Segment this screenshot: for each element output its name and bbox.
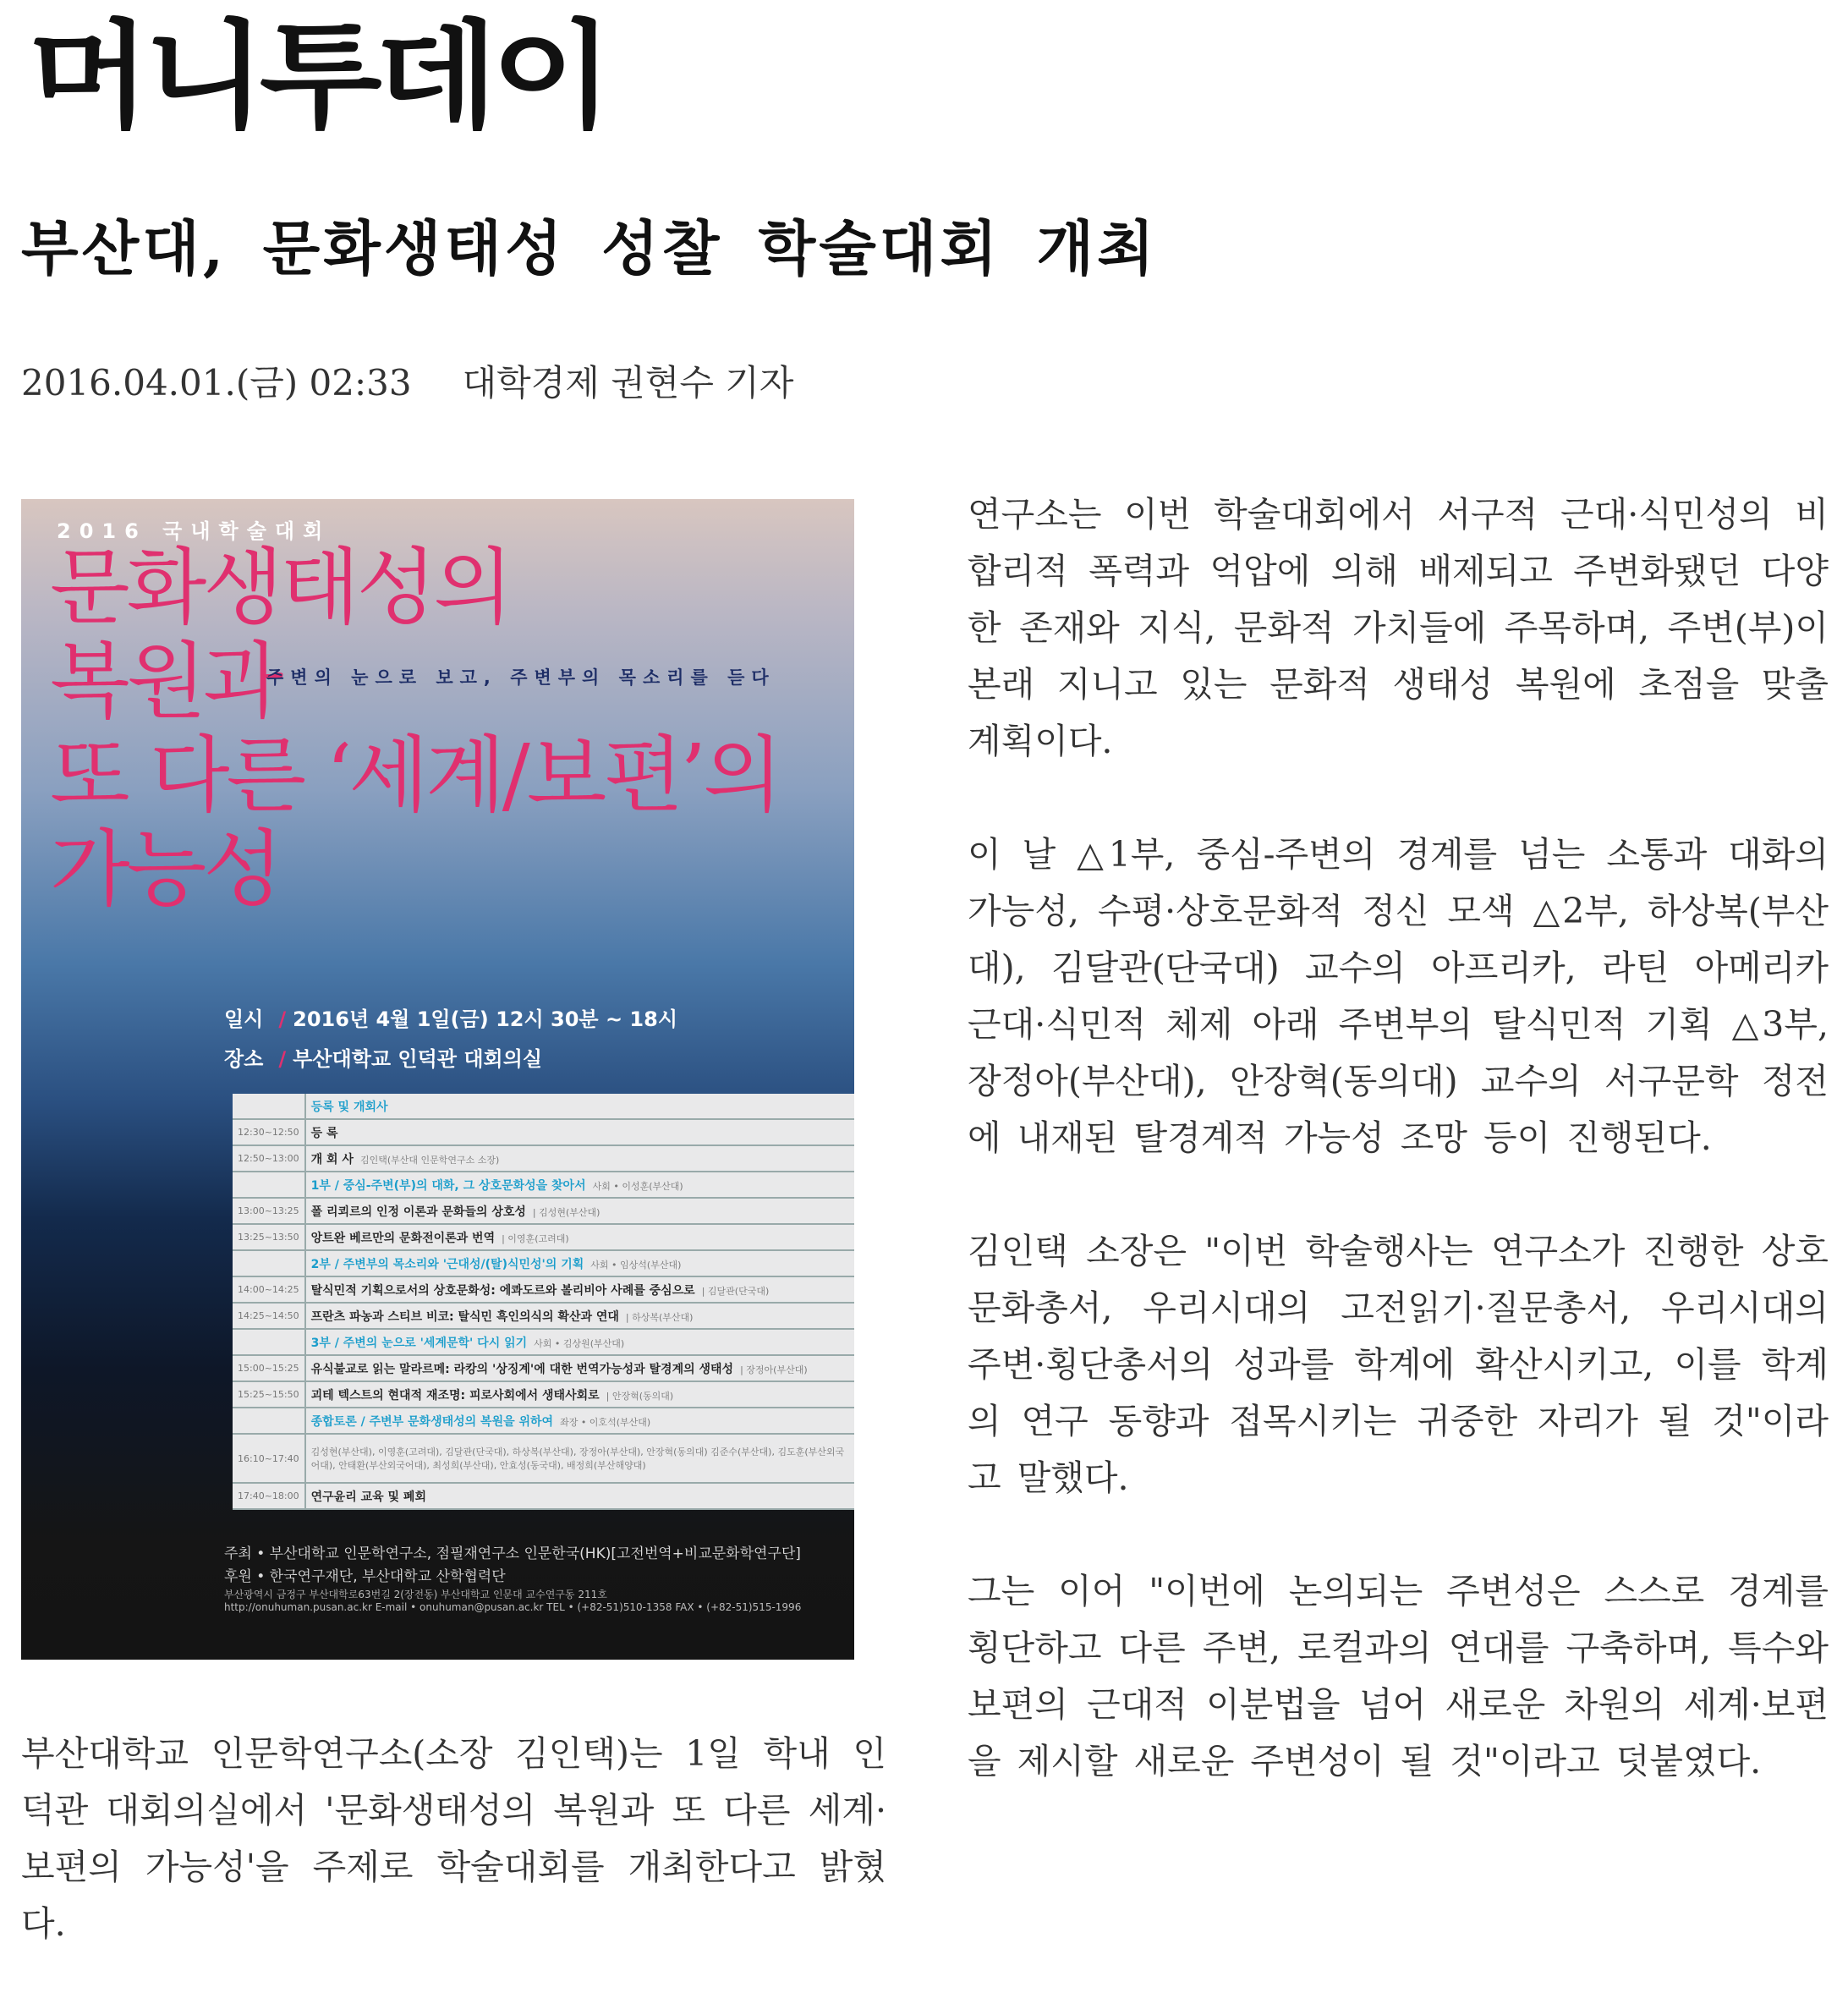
site-logo[interactable]: 머니투데이 <box>28 8 607 145</box>
schedule-time <box>233 1250 305 1276</box>
article-lead-paragraph <box>21 1726 886 2009</box>
article-meta <box>21 355 844 406</box>
schedule-row <box>233 1198 854 1224</box>
paragraph: 이 날 △1부, 중심-주변의 경계를 넘는 소통과 대화의 가능성, 수평·상호문화적 정신 모색 △2부, 하상복(부산대), 김달관(단국대) 교수의 아프리카, 라틴 아메리카 근대·식민적 체제 아래 주변부의 탈식민적 기획 △3부, 장정아(부산대), 안장혁(동의대) 교수의 서구문학 정전에 내재된 탈경계적 가능성 조망 등이 진행된다. <box>968 834 1829 1158</box>
schedule-item-person: | 김달관(단국대) <box>701 1285 770 1297</box>
poster-place-value: 부산대학교 인덕관 대회의실 <box>293 1047 543 1071</box>
schedule-item-text: 2부 / 주변부의 목소리와 '근대성/(탈)식민성'의 기획 <box>310 1257 584 1271</box>
schedule-item <box>305 1276 854 1303</box>
schedule-item-text: 프란츠 파농과 스티브 비코: 탈식민 흑인의식의 확산과 연대 <box>310 1309 619 1324</box>
schedule-item-text: 앙트완 베르만의 문화전이론과 번역 <box>310 1231 496 1245</box>
schedule-item-person: 좌장 • 이호석(부산대) <box>560 1416 651 1428</box>
schedule-item <box>305 1355 854 1381</box>
schedule-row <box>233 1094 854 1119</box>
schedule-item-person: 사회 • 이성훈(부산대) <box>592 1180 683 1192</box>
poster-contact: http://onuhuman.pusan.ac.kr E-mail • onuhuman@pusan.ac.kr TEL • (+82-51)510-1358 FAX • (+82-51)515-1996 <box>224 1601 802 1613</box>
schedule-item-person: 사회 • 임상석(부산대) <box>590 1259 682 1271</box>
paragraph: 연구소는 이번 학술대회에서 서구적 근대·식민성의 비합리적 폭력과 억압에 의해 배제되고 주변화됐던 다양한 존재와 지식, 문화적 가치들에 주목하며, 주변(부)이 본래 지니고 있는 문화적 생태성 복원에 초점을 맞출 계획이다. <box>968 494 1829 761</box>
schedule-time: 13:00~13:25 <box>233 1198 305 1224</box>
schedule-item-person: | 안장혁(동의대) <box>606 1390 674 1402</box>
poster-year-label: 2016 국내학술대회 <box>57 519 332 543</box>
schedule-time: 15:25~15:50 <box>233 1381 305 1408</box>
poster-title <box>50 541 780 917</box>
schedule-item <box>305 1408 854 1434</box>
schedule-row <box>233 1329 854 1355</box>
poster-date-value: 2016년 4월 1일(금) 12시 30분 ~ 18시 <box>293 1007 677 1031</box>
poster-place: 장소 / 부산대학교 인덕관 대회의실 <box>224 1047 543 1071</box>
schedule-item <box>305 1198 854 1224</box>
schedule-row <box>233 1381 854 1408</box>
schedule-time <box>233 1094 305 1119</box>
schedule-item-text: 김성현(부산대), 이영훈(고려대), 김달관(단국대), 하상복(부산대), 장정아(부산대), 안장혁(동의대) 김준수(부산대), 김도훈(부산외국어대), 안태환(부산외국어대), 최성희(부산대), 안효성(동국대), 배정희(부산해양대) <box>310 1446 845 1471</box>
article-body <box>968 486 1829 1847</box>
paragraph: 김인택 소장은 "이번 학술행사는 연구소가 진행한 상호문화총서, 우리시대의 고전읽기·질문총서, 우리시대의 주변·횡단총서의 성과를 학계에 확산시키고, 이를 학계의 연구 동향과 접목시키는 귀중한 자리가 될 것"이라고 말했다. <box>968 1231 1829 1498</box>
poster-title-line: 복원과 <box>50 634 281 730</box>
schedule-item <box>305 1329 854 1355</box>
schedule-item <box>305 1250 854 1276</box>
schedule-item-text: 종합토론 / 주변부 문화생태성의 복원을 위하여 <box>310 1414 554 1429</box>
schedule-item <box>305 1119 854 1145</box>
schedule-item <box>305 1483 854 1509</box>
schedule-item-text: 개 회 사 <box>310 1152 354 1166</box>
poster-subtitle: 주변의 눈으로 보고, 주변부의 목소리를 듣다 <box>266 667 776 688</box>
schedule-row <box>233 1145 854 1172</box>
schedule-item-text: 3부 / 주변의 눈으로 '세계문학' 다시 읽기 <box>310 1336 528 1350</box>
poster-title-line: 또 다른 ‘세계/보편’의 <box>50 727 780 824</box>
schedule-item-text: 등 록 <box>310 1126 338 1140</box>
poster-address: 부산광역시 금정구 부산대학로63번길 2(장전동) 부산대학교 인문대 교수연구동 211호 <box>224 1589 607 1600</box>
schedule-row <box>233 1250 854 1276</box>
schedule-item-person: 사회 • 김상원(부산대) <box>534 1337 625 1349</box>
schedule-row <box>233 1355 854 1381</box>
poster-date: 일시 / 2016년 4월 1일(금) 12시 30분 ~ 18시 <box>224 1007 677 1031</box>
schedule-time: 14:25~14:50 <box>233 1303 305 1329</box>
schedule-item-text: 연구윤리 교육 및 폐회 <box>310 1490 426 1504</box>
article-datetime: 2016.04.01.(금) 02:33 <box>21 362 412 403</box>
schedule-time <box>233 1408 305 1434</box>
schedule-row <box>233 1408 854 1434</box>
poster-sponsor: 후원 • 한국연구재단, 부산대학교 산학협력단 <box>224 1568 506 1585</box>
schedule-item-text: 탈식민적 기획으로서의 상호문화성: 에콰도르와 볼리비아 사례를 중심으로 <box>310 1283 695 1298</box>
schedule-time <box>233 1329 305 1355</box>
paragraph: 그는 이어 "이번에 논의되는 주변성은 스스로 경계를 횡단하고 다른 주변, 로컬과의 연대를 구축하며, 특수와 보편의 근대적 이분법을 넘어 새로운 차원의 세계·보편을 제시할 새로운 주변성이 될 것"이라고 덧붙였다. <box>968 1571 1829 1781</box>
conference-poster-image <box>21 499 854 1660</box>
article-headline: 부산대, 문화생태성 성찰 학술대회 개최 <box>21 213 1158 283</box>
schedule-item <box>305 1381 854 1408</box>
schedule-item <box>305 1303 854 1329</box>
poster-title-line: 가능성 <box>50 821 281 918</box>
schedule-item-person: 김인택(부산대 인문학연구소 소장) <box>359 1154 500 1166</box>
schedule-time: 13:25~13:50 <box>233 1224 305 1250</box>
schedule-row <box>233 1434 854 1483</box>
schedule-item-text: 1부 / 중심-주변(부)의 대화, 그 상호문화성을 찾아서 <box>310 1178 586 1193</box>
schedule-time: 16:10~17:40 <box>233 1434 305 1483</box>
schedule-item-person: | 이영훈(고려대) <box>502 1232 569 1244</box>
schedule-item-text: 유식불교로 읽는 말라르메: 라캉의 '상징계'에 대한 번역가능성과 탈경계의 생태성 <box>310 1362 734 1376</box>
schedule-item-text: 괴테 텍스트의 현대적 재조명: 피로사회에서 생태사회로 <box>310 1388 600 1402</box>
schedule-row <box>233 1224 854 1250</box>
schedule-item <box>305 1172 854 1198</box>
schedule-item-person: | 김성현(부산대) <box>532 1206 600 1218</box>
schedule-item <box>305 1224 854 1250</box>
poster-host: 주최 • 부산대학교 인문학연구소, 점필재연구소 인문한국(HK)[고전번역+비교문화학연구단] <box>224 1545 801 1562</box>
poster-place-key: 장소 <box>224 1047 264 1071</box>
schedule-time: 17:40~18:00 <box>233 1483 305 1509</box>
schedule-row <box>233 1172 854 1198</box>
schedule-item-text: 폴 리쾨르의 인정 이론과 문화들의 상호성 <box>310 1205 526 1219</box>
schedule-item-person: | 장정아(부산대) <box>740 1364 808 1375</box>
article-byline: 대학경제 권현수 기자 <box>462 362 794 403</box>
schedule-time: 12:50~13:00 <box>233 1145 305 1172</box>
schedule-row <box>233 1276 854 1303</box>
schedule-item-person: | 하상복(부산대) <box>625 1311 694 1323</box>
poster-schedule-table <box>233 1094 854 1510</box>
schedule-row <box>233 1303 854 1329</box>
schedule-item-text: 등록 및 개회사 <box>310 1100 388 1114</box>
schedule-item <box>305 1094 854 1119</box>
schedule-time: 12:30~12:50 <box>233 1119 305 1145</box>
paragraph: 부산대학교 인문학연구소(소장 김인택)는 1일 학내 인덕관 대회의실에서 '문화생태성의 복원과 또 다른 세계·보편의 가능성'을 주제로 학술대회를 개최한다고 밝혔다. <box>21 1733 886 1944</box>
schedule-row <box>233 1119 854 1145</box>
schedule-item <box>305 1145 854 1172</box>
schedule-time <box>233 1172 305 1198</box>
poster-date-key: 일시 <box>224 1007 264 1031</box>
schedule-time: 14:00~14:25 <box>233 1276 305 1303</box>
schedule-row <box>233 1483 854 1509</box>
schedule-time: 15:00~15:25 <box>233 1355 305 1381</box>
poster-title-line: 문화생태성의 <box>50 540 511 636</box>
schedule-item <box>305 1434 854 1483</box>
